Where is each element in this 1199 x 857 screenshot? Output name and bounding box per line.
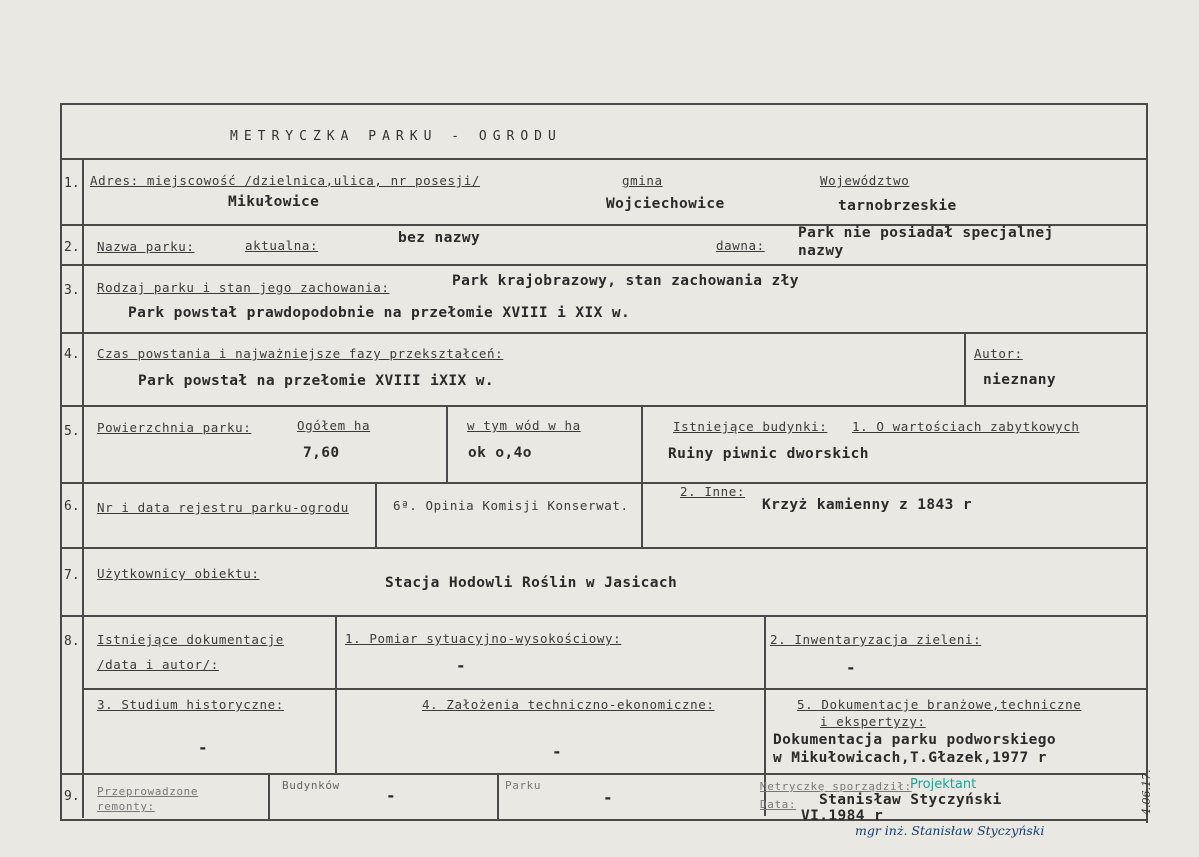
renovations-label-line1: Przeprowadzone xyxy=(97,785,199,798)
other-buildings-value: Krzyż kamienny z 1843 r xyxy=(762,497,972,513)
date-value: VI.1984 r xyxy=(801,808,884,824)
branch-docs-label-line1: 5. Dokumentacje branżowe,techniczne xyxy=(797,697,1082,712)
divider-docs-1 xyxy=(335,616,337,773)
renovations-buildings-label: Budynków xyxy=(282,779,340,792)
history-phases-label: Czas powstania i najważniejsze fazy przekształceń: xyxy=(97,346,504,361)
water-area-label: w tym wód w ha xyxy=(467,418,581,433)
wojewodztwo-label: Województwo xyxy=(820,173,910,188)
date-label: Data: xyxy=(760,798,797,811)
current-name-value: bez nazwy xyxy=(398,230,481,246)
divider-r4 xyxy=(60,405,1148,407)
branch-docs-value-line2: w Mikułowicach,T.Głazek,1977 r xyxy=(773,750,1047,766)
docs-label-line1: Istniejące dokumentacje xyxy=(97,632,284,647)
former-name-value-line1: Park nie posiadał specjalnej xyxy=(798,225,1054,241)
park-name-label: Nazwa parku: xyxy=(97,239,195,254)
renovations-label-line2: remonty: xyxy=(97,800,155,813)
divider-title xyxy=(60,158,1148,160)
author-label: Autor: xyxy=(974,346,1023,361)
divider-r8 xyxy=(60,773,1148,775)
park-origin-value: Park powstał prawdopodobnie na przełomie XVIII i XIX w. xyxy=(128,305,631,321)
side-handwritten-note: 4.06.17. xyxy=(1140,769,1153,815)
frame-bottom xyxy=(60,819,1148,821)
renovations-park-value: - xyxy=(603,788,613,807)
buildings-label: Istniejące budynki: xyxy=(673,419,828,434)
row-number-4: 4. xyxy=(64,347,80,362)
area-label: Powierzchnia parku: xyxy=(97,420,252,435)
row-number-2: 2. xyxy=(64,240,80,255)
divider-r2 xyxy=(60,264,1148,266)
form-title: METRYCZKA PARKU - OGRODU xyxy=(230,129,562,144)
renovations-park-label: Parku xyxy=(505,779,542,792)
divider-r7 xyxy=(60,615,1148,617)
row-number-8: 8. xyxy=(64,634,80,649)
prepared-by-label: Metryczkę sporządził: xyxy=(760,780,912,793)
park-type-value: Park krajobrazowy, stan zachowania zły xyxy=(452,273,799,289)
history-study-value: - xyxy=(198,738,208,757)
row-number-7: 7. xyxy=(64,568,80,583)
frame-top xyxy=(60,103,1148,105)
total-area-label: Ogółem ha xyxy=(297,418,371,433)
other-buildings-label: 2. Inne: xyxy=(680,484,746,499)
designer-stamp: Projektant xyxy=(910,777,977,792)
divider-r3 xyxy=(60,332,1148,334)
divider-register-opinion xyxy=(375,483,377,547)
number-column-divider xyxy=(82,158,84,818)
divider-r9-b xyxy=(497,775,499,819)
branch-docs-value-line1: Dokumentacja parku podworskiego xyxy=(773,732,1057,748)
row-number-3: 3. xyxy=(64,283,80,298)
frame-left xyxy=(60,103,62,820)
water-area-value: ok o,4o xyxy=(468,445,532,461)
current-name-label: aktualna: xyxy=(245,238,319,253)
users-value: Stacja Hodowli Roślin w Jasicach xyxy=(385,575,678,591)
gmina-value: Wojciechowice xyxy=(606,196,725,212)
tech-econ-value: - xyxy=(552,742,562,761)
prepared-by-value: Stanisław Styczyński xyxy=(819,792,1002,808)
row-number-5: 5. xyxy=(64,424,80,439)
survey-value: - xyxy=(456,656,466,675)
greenery-value: - xyxy=(846,658,856,677)
divider-r5 xyxy=(60,482,1148,484)
divider-water-buildings xyxy=(641,406,643,547)
former-name-label: dawna: xyxy=(716,238,765,253)
park-type-label: Rodzaj parku i stan jego zachowania: xyxy=(97,280,390,295)
row-number-9: 9. xyxy=(64,789,80,804)
divider-r8a xyxy=(82,688,1148,690)
frame-right xyxy=(1146,103,1148,823)
history-study-label: 3. Studium historyczne: xyxy=(97,697,284,712)
docs-label-line2: /data i autor/: xyxy=(97,657,219,672)
divider-r9-a xyxy=(268,775,270,819)
address-label: Adres: miejscowość /dzielnica,ulica, nr posesji/ xyxy=(90,173,481,188)
opinion-label: 6ª. Opinia Komisji Konserwat. xyxy=(393,498,629,513)
address-value: Mikułowice xyxy=(228,194,320,210)
branch-docs-label-line2: i ekspertyzy: xyxy=(820,714,926,729)
tech-econ-label: 4. Założenia techniczno-ekonomiczne: xyxy=(422,697,715,712)
author-value: nieznany xyxy=(983,372,1057,388)
register-label: Nr i data rejestru parku-ogrodu xyxy=(97,500,349,515)
users-label: Użytkownicy obiektu: xyxy=(97,566,260,581)
row-number-1: 1. xyxy=(64,176,80,191)
divider-author xyxy=(964,333,966,405)
designer-signature: mgr inż. Stanisław Styczyński xyxy=(855,823,1045,838)
buildings-value: Ruiny piwnic dworskich xyxy=(668,446,869,462)
total-area-value: 7,60 xyxy=(303,445,340,461)
buildings-historic-label: 1. O wartościach zabytkowych xyxy=(852,419,1080,434)
former-name-value-line2: nazwy xyxy=(798,243,844,259)
greenery-label: 2. Inwentaryzacja zieleni: xyxy=(770,632,982,647)
wojewodztwo-value: tarnobrzeskie xyxy=(838,198,957,214)
history-phases-value: Park powstał na przełomie XVIII iXIX w. xyxy=(138,373,495,389)
gmina-label: gmina xyxy=(622,173,663,188)
divider-area-water xyxy=(446,406,448,482)
row-number-6: 6. xyxy=(64,499,80,514)
divider-r6 xyxy=(60,547,1148,549)
renovations-buildings-value: - xyxy=(386,786,396,805)
survey-label: 1. Pomiar sytuacyjno-wysokościowy: xyxy=(345,631,622,646)
